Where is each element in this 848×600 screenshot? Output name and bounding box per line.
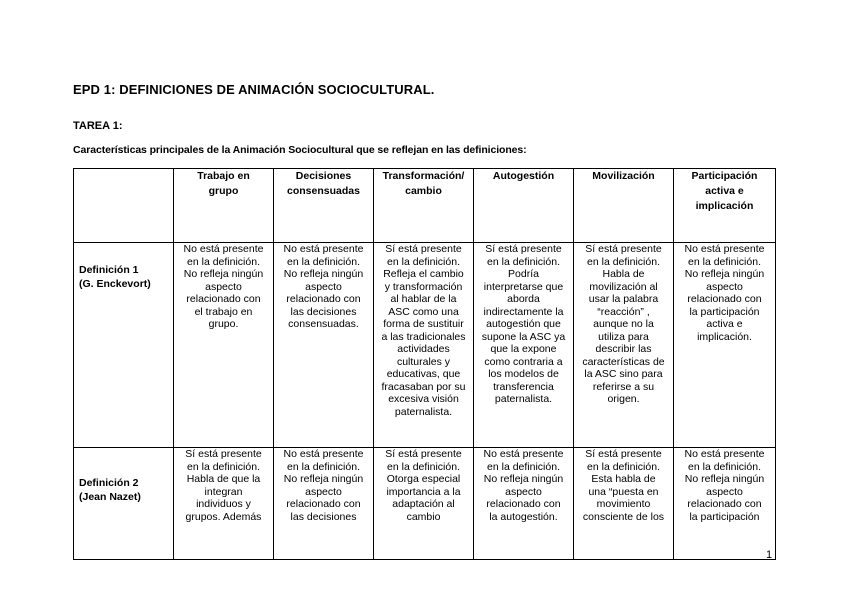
header-cell-autogestion: Autogestión: [474, 169, 574, 243]
row-label-definicion-1: Definición 1 (G. Enckevort): [74, 243, 174, 448]
row-label-definicion-2: Definición 2 (Jean Nazet): [74, 448, 174, 560]
header-cell-decisiones-consensuadas: Decisiones consensuadas: [274, 169, 374, 243]
header-cell-transformacion-cambio: Transformación/ cambio: [374, 169, 474, 243]
header-cell-trabajo-en-grupo: Trabajo en grupo: [174, 169, 274, 243]
document-title: EPD 1: DEFINICIONES DE ANIMACIÓN SOCIOCULTURAL.: [73, 82, 435, 97]
table-cell: No está presente en la definición. No refleja ningún aspecto relacionado con la autogestión.: [474, 448, 574, 560]
table-cell: No está presente en la definición. No refleja ningún aspecto relacionado con el trabajo en grupo.: [174, 243, 274, 448]
table-caption: Características principales de la Animación Sociocultural que se reflejan en las definiciones:: [73, 144, 527, 156]
table-row: [74, 243, 776, 448]
characteristics-table: [73, 168, 776, 560]
table-row: [74, 448, 776, 560]
table-cell: Sí está presente en la definición. Habla de que la integran individuos y grupos. Además: [174, 448, 274, 560]
table-cell: Sí está presente en la definición. Refleja el cambio y transformación al hablar de la ASC como una forma de sustituir a las tradicionales actividades culturales y educativas, que fracasaban por su excesiva visión paternalista.: [374, 243, 474, 448]
page-number: 1: [766, 549, 773, 561]
table-cell: No está presente en la definición. No refleja ningún aspecto relacionado con la participación: [674, 448, 776, 560]
table-cell: Sí está presente en la definición. Otorga especial importancia a la adaptación al cambio: [374, 448, 474, 560]
table-cell: Sí está presente en la definición. Esta habla de una “puesta en movimiento consciente de los: [574, 448, 674, 560]
table-cell: No está presente en la definición. No refleja ningún aspecto relacionado con la participación activa e implicación.: [674, 243, 776, 448]
table-header-row: [74, 169, 776, 243]
header-cell-participacion: Participación activa e implicación: [674, 169, 776, 243]
table-cell: Sí está presente en la definición. Podría interpretarse que aborda indirectamente la autogestión que supone la ASC ya que la expone como contraria a los modelos de transferencia paternalista.: [474, 243, 574, 448]
table-cell: Sí está presente en la definición. Habla de movilización al usar la palabra “reacción” , aunque no la utiliza para describir las características de la ASC sino para referirse a su origen.: [574, 243, 674, 448]
table-cell: No está presente en la definición. No refleja ningún aspecto relacionado con las decisiones consensuadas.: [274, 243, 374, 448]
header-cell-empty: [74, 169, 174, 243]
task-heading: TAREA 1:: [73, 120, 123, 132]
table-cell: No está presente en la definición. No refleja ningún aspecto relacionado con las decisiones: [274, 448, 374, 560]
header-cell-movilizacion: Movilización: [574, 169, 674, 243]
